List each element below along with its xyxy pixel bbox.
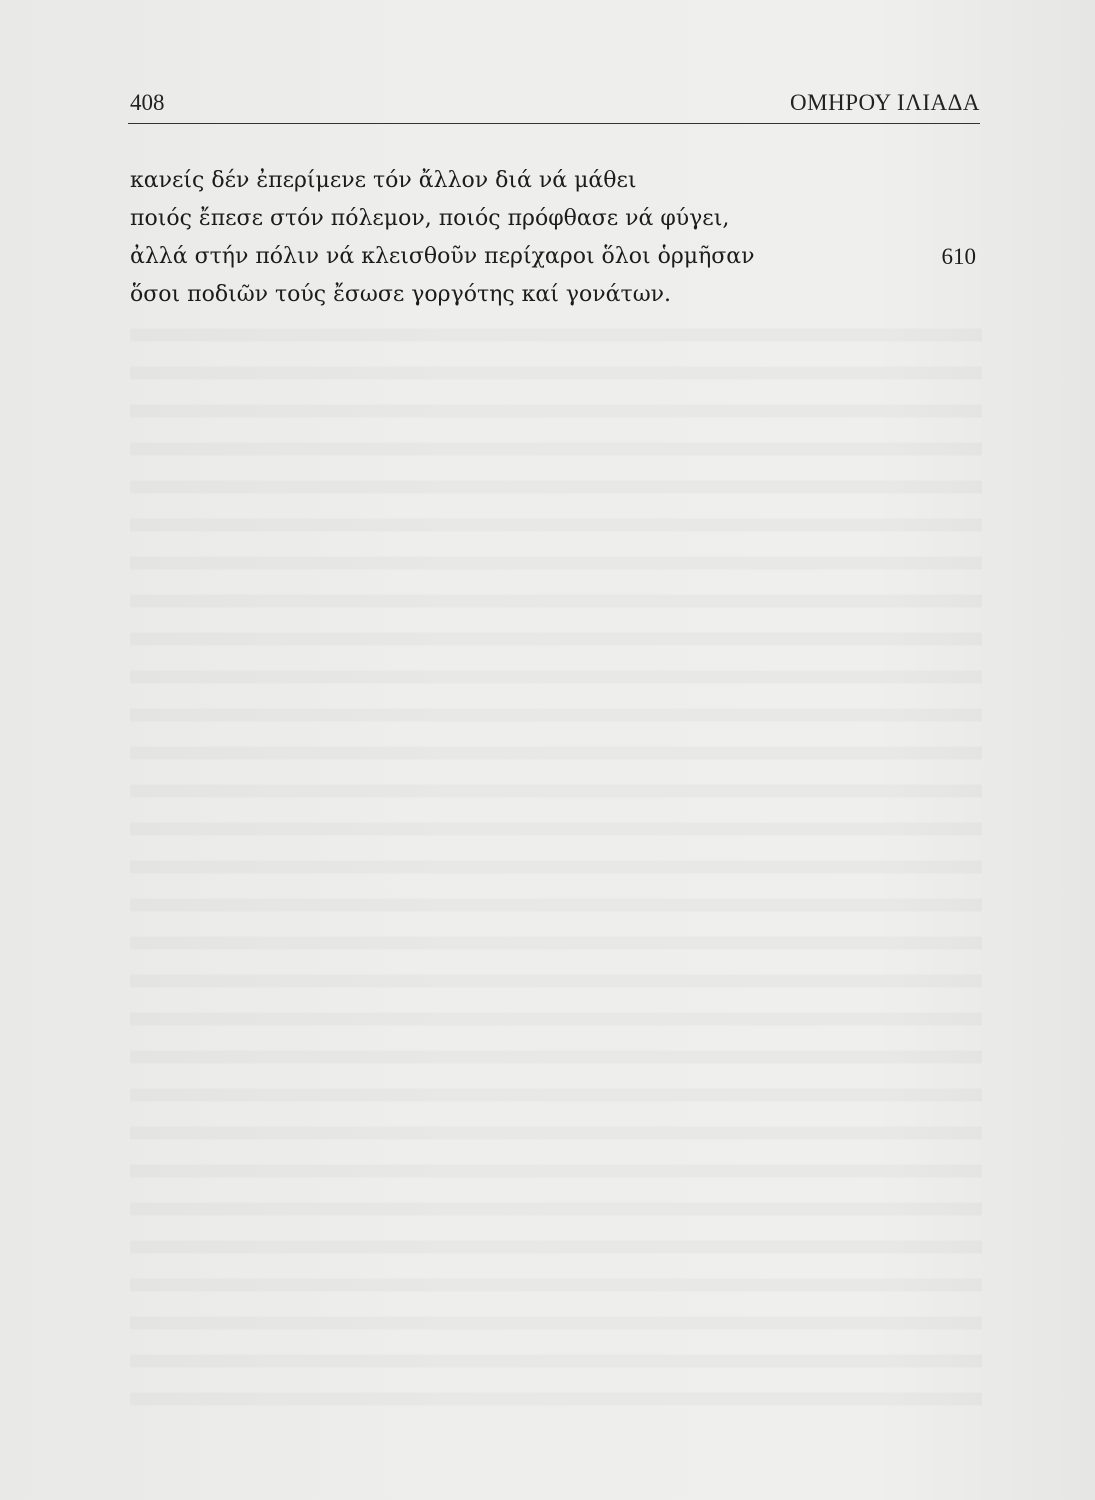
verse-text: ὅσοι ποδιῶν τούς ἔσωσε γοργότης καί γονάτων. [130, 282, 671, 307]
verse-block [130, 162, 982, 314]
verse-text: κανείς δέν ἐπερίμενε τόν ἄλλον διά νά μάθει [130, 168, 637, 193]
page-number: 408 [130, 90, 165, 115]
verse-line [130, 276, 982, 314]
verse-text: ποιός ἔπεσε στόν πόλεμον, ποιός πρόφθασε νά φύγει, [130, 206, 730, 231]
header-divider [128, 123, 980, 124]
line-number: 610 [941, 244, 976, 269]
verse-line [130, 200, 982, 238]
verse-text: ἀλλά στήν πόλιν νά κλεισθοῦν περίχαροι ὅλοι ὁρμῆσαν [130, 244, 755, 269]
verse-line [130, 162, 982, 200]
running-title: ΟΜΗΡΟΥ ΙΛΙΑΔΑ [790, 90, 980, 115]
verse-line [130, 238, 982, 276]
show-through-texture [130, 310, 982, 1430]
